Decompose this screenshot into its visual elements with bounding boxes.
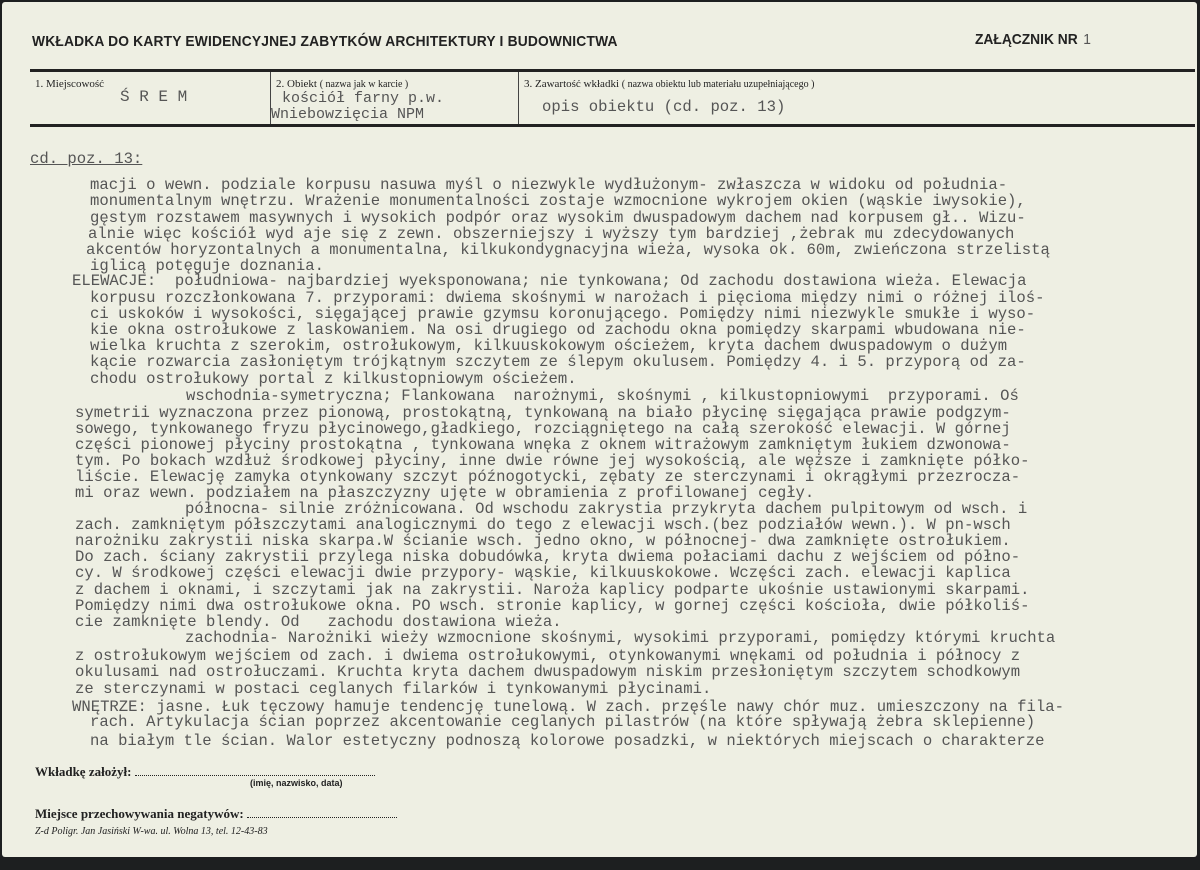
- top-rule: [30, 69, 1195, 72]
- object-label-note: ( nazwa jak w karcie ): [319, 79, 409, 90]
- description-line: zach. zamkniętym półszczytami analogicznymi do tego z elewacji wsch.(bez podziałów wewn.). W pn-wsch: [75, 516, 1011, 534]
- description-line: zachodnia- Narożniki wieży wzmocnione skośnymi, wysokimi przyporami, pomiędzy którymi kruchta: [185, 629, 1056, 647]
- description-line: symetrii wyznaczona przez pionową, prostokątną, tynkowaną na biało płycinę sięgająca prawie podgzym-: [75, 404, 1011, 422]
- object-label: [276, 78, 408, 90]
- description-line: cy. W środkowej części elewacji dwie przypory- wąskie, kilkuuskokowe. Wczęści zach. elewacji kaplica: [75, 564, 1011, 582]
- description-line: wielka kruchta z szerokim, ostrołukowym, kilkuuskokowym ościeżem, kryta dachem dwuspadowym o dużym: [90, 337, 1008, 355]
- description-line: tym. Po bokach wzdłuż środkowej płyciny, inne dwie równe jej wysokością, ale węższe i zamknięte półko-: [75, 452, 1030, 470]
- locality-value: Ś R E M: [120, 88, 188, 106]
- created-by-label: Wkładkę założył:: [35, 764, 132, 779]
- negatives-field: [35, 806, 397, 822]
- form-title: WKŁADKA DO KARTY EWIDENCYJNEJ ZABYTKÓW ARCHITEKTURY I BUDOWNICTWA: [32, 33, 618, 50]
- locality-label: 1. Miejscowość: [35, 78, 105, 90]
- created-by-hint: (imię, nazwisko, data): [250, 778, 343, 788]
- description-line: narożniku zakrystii niska skarpa.W ścianie wsch. jedno okno, w północnej- dwa zamknięte ostrołukiem.: [75, 532, 1011, 550]
- description-line: mi oraz wewn. podziałem na płaszczyzny ujęte w obramienia z profilowanej cegły.: [75, 484, 815, 502]
- description-line: sowego, tynkowanego fryzu płycinowego,gładkiego, rozciągniętego na całą szerokość elewacji. W górnej: [75, 420, 1011, 438]
- object-value-line2: Wniebowzięcia NPM: [271, 106, 425, 123]
- negatives-line: [247, 807, 397, 818]
- description-line: z dachem i oknami, i szczytami jak na zakrystii. Naroża kaplicy podparte ukośnie ustawionymi skarpami.: [75, 581, 1030, 599]
- description-line: ci uskoków i wysokości, sięgającej prawie gzymsu koronującego. Pomiędzy nimi niezwykle smukłe i wyso-: [90, 305, 1036, 323]
- description-line: iglicą potęguje doznania.: [90, 257, 324, 275]
- description-line: alnie więc kościół wyd aje się z zewn. obszerniejszy i wyższy tym bardziej ,żebrak mu zdecydowanych: [88, 225, 1015, 243]
- content-label-note: ( nazwa obiektu lub materiału uzupełniającego ): [621, 79, 815, 90]
- description-line: na białym tle ścian. Walor estetyczny podnoszą kolorowe posadzki, w niektórych miejscach o charakterze: [90, 732, 1045, 750]
- negatives-label: Miejsce przechowywania negatywów:: [35, 806, 244, 821]
- description-line: części pionowej płyciny prostokątna , tynkowana wnęka z oknem witrażowym zamkniętym łukiem dzwonowa-: [75, 436, 1011, 454]
- description-line: liście. Elewację zamyka otynkowany szczyt późnogotycki, zębaty ze sterczynami i okrągłymi przezrocza-: [75, 468, 1021, 486]
- description-line: kącie rozwarcia zasłoniętym trójkątnym szczytem ze ślepym okulusem. Pomiędzy 4. i 5. przyporą od za-: [90, 353, 1026, 371]
- description-line: z ostrołukowym wejściem od zach. i dwiema ostrołukowymi, otynkowanymi wnękami od południa i północy z: [75, 647, 1021, 665]
- description-line: chodu ostrołukowy portal z kilkustopniowym ościeżem.: [90, 370, 577, 388]
- description-line: monumentalnym wnętrzu. Wrażenie monumentalności zostaje wzmocnione wykrojem okien (wąskie iwysokie),: [90, 192, 1026, 210]
- field-divider: [518, 72, 519, 124]
- description-line: cie zamknięte blendy. Od zachodu dostawiona wieża.: [75, 613, 562, 631]
- description-line: ELEWACJE: południowa- najbardziej wyeksponowana; nie tynkowana; Od zachodu dostawiona wieża. Elewacja: [72, 272, 1027, 290]
- description-line: okulusami nad ostrołuczami. Kruchta kryta dachem dwuspadowym niskim przesłoniętym szczytem schodkowym: [75, 663, 1021, 681]
- description-line: ze sterczynami w postaci ceglanych filarków i tynkowanymi płycinami.: [75, 680, 712, 698]
- attachment-label: ZAŁĄCZNIK NR: [975, 31, 1078, 48]
- object-value-line1: kościół farny p.w.: [282, 90, 445, 107]
- fields-bottom-rule: [30, 124, 1195, 127]
- description-line: akcentów horyzontalnych a monumentalna, kilkukondygnacyjna wieża, wysoka ok. 60m, zwieńczona strzelistą: [86, 241, 1050, 259]
- description-line: Do zach. ściany zakrystii przylega niska dobudówka, kryta dwiema połaciami dachu z wejściem od półno-: [75, 548, 1021, 566]
- object-label-text: 2. Obiekt: [276, 78, 317, 90]
- description-line: WNĘTRZE: jasne. Łuk tęczowy hamuje tendencję tunelową. W zach. przęśle nawy chór muz. umieszczony na fila-: [72, 698, 1064, 716]
- section-heading: cd. poz. 13:: [30, 150, 143, 168]
- description-line: wschodnia-symetryczna; Flankowana narożnymi, skośnymi , kilkustopniowymi przyporami. Oś: [186, 387, 1019, 405]
- content-label: [524, 78, 814, 90]
- description-line: rach. Artykulacja ścian poprzez akcentowanie ceglanych pilastrów (na które spływają żebra sklepienne): [90, 713, 1036, 731]
- description-line: północna- silnie zróżnicowana. Od wschodu zakrystia przykryta dachem pulpitowym od wsch. i: [185, 500, 1028, 518]
- created-by-line: [135, 765, 375, 776]
- description-line: korpusu rozczłonkowana 7. przyporami: dwiema skośnymi w narożach i pięcioma między nimi o różnej iloś-: [90, 289, 1045, 307]
- description-line: gęstym rozstawem masywnych i wysokich podpór oraz wysokim dwuspadowym dachem nad korpusem gł.. Wizu-: [90, 209, 1026, 227]
- description-line: Pomiędzy nimi dwa ostrołukowe okna. PO wsch. stronie kaplicy, w gornej części kościoła, dwie półkoliś-: [75, 597, 1030, 615]
- content-label-text: 3. Zawartość wkładki: [524, 78, 619, 90]
- description-line: macji o wewn. podziale korpusu nasuwa myśl o niezwykle wydłużonym- zwłaszcza w widoku od południa-: [90, 176, 1008, 194]
- attachment-value: 1: [1083, 31, 1091, 48]
- attachment-number: [975, 31, 1091, 48]
- printer-imprint: Z-d Poligr. Jan Jasiński W-wa. ul. Wolna 13, tel. 12-43-83: [35, 826, 268, 837]
- description-line: kie okna ostrołukowe z laskowaniem. Na osi drugiego od zachodu okna pomiędzy skarpami wbudowana nie-: [90, 321, 1026, 339]
- content-value: opis obiektu (cd. poz. 13): [542, 98, 786, 116]
